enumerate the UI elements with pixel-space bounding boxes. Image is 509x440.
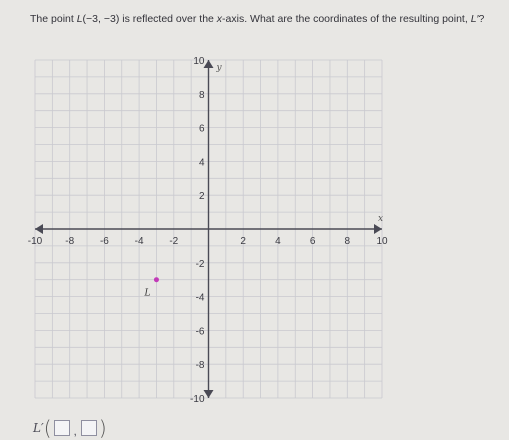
point-coords: (−3, −3) — [82, 13, 120, 25]
answer-y-input[interactable] — [81, 420, 97, 436]
y-tick-label: 8 — [198, 89, 205, 101]
x-tick-label: -6 — [99, 236, 109, 247]
x-axis-arrow-left-icon — [35, 224, 43, 234]
y-tick-label: 4 — [198, 157, 205, 169]
y-tick-label: -8 — [195, 360, 205, 372]
y-tick-label: 6 — [198, 123, 205, 135]
x-tick-label: 2 — [240, 236, 246, 247]
y-tick-label: -2 — [195, 258, 205, 270]
x-tick-label: 10 — [376, 236, 388, 247]
x-axis-label: x — [378, 214, 384, 224]
open-paren: ( — [43, 416, 52, 440]
answer-label: L′ — [33, 421, 44, 435]
x-tick-label: 4 — [275, 236, 281, 247]
y-tick-label: 10 — [193, 56, 205, 67]
question-part-4: ? — [478, 13, 485, 25]
axis-variable: x — [216, 13, 223, 25]
y-tick-label: -6 — [195, 326, 205, 338]
close-paren: ) — [98, 416, 107, 440]
y-axis-label: y — [216, 63, 222, 73]
x-axis-arrow-right-icon — [374, 224, 382, 234]
x-tick-label: -10 — [27, 236, 43, 247]
answer-row — [33, 418, 107, 438]
x-tick-label: 8 — [344, 236, 351, 247]
point-l-label: L — [144, 288, 151, 299]
question-part-1: The point — [30, 13, 77, 25]
point-name: L — [76, 13, 83, 25]
x-tick-label: -4 — [134, 236, 144, 247]
result-point-name: L′ — [470, 13, 479, 25]
y-axis-arrow-up-icon — [204, 60, 214, 68]
y-axis-arrow-down-icon — [204, 390, 214, 398]
question-part-2: is reflected over the — [119, 13, 217, 25]
y-tick-label: -10 — [190, 394, 205, 405]
x-tick-label: -2 — [169, 236, 179, 247]
answer-comma: , — [73, 424, 77, 438]
x-tick-label: -8 — [65, 236, 75, 247]
point-l-marker — [154, 277, 159, 282]
answer-x-input[interactable] — [54, 420, 70, 436]
question-part-3: -axis. What are the coordinates of the resulting point, — [222, 13, 471, 25]
x-tick-label: 6 — [309, 236, 316, 247]
y-tick-label: -4 — [195, 292, 205, 304]
y-tick-label: 2 — [198, 191, 205, 203]
